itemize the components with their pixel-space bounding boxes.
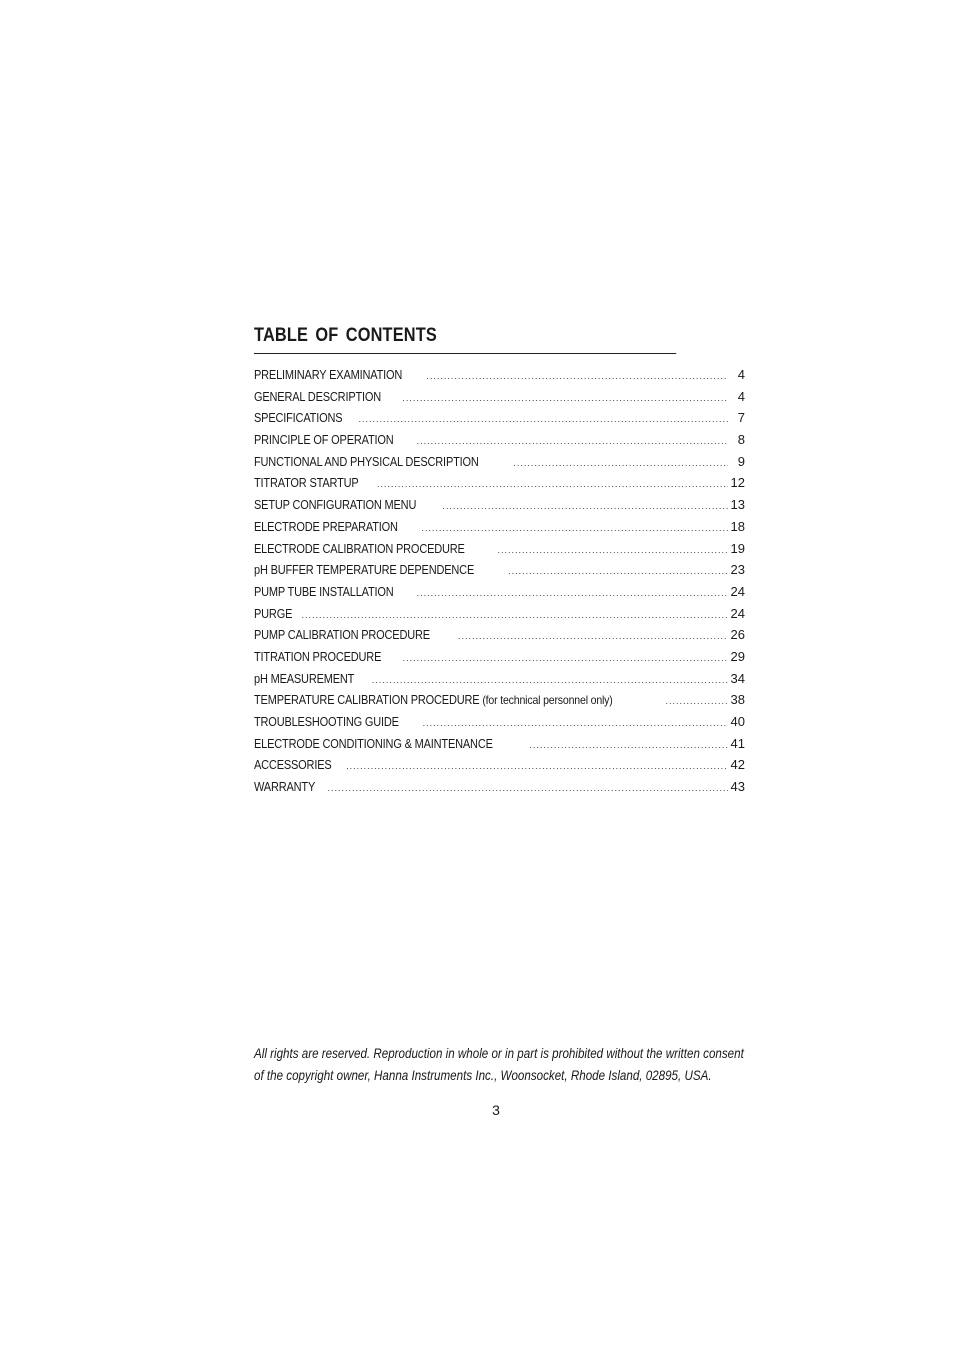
toc-dot-leader bbox=[666, 691, 728, 711]
toc-dot-leader bbox=[442, 496, 727, 516]
toc-dot-leader bbox=[403, 648, 728, 668]
toc-entry bbox=[254, 689, 745, 711]
toc-entry-title: PURGE bbox=[254, 606, 293, 621]
toc-dot-leader bbox=[497, 540, 727, 560]
toc-entry-page: 26 bbox=[730, 627, 745, 643]
toc-entry-title: SPECIFICATIONS bbox=[254, 411, 343, 426]
toc-entry bbox=[254, 429, 745, 451]
toc-list bbox=[254, 364, 745, 798]
toc-entry-label bbox=[254, 777, 315, 798]
toc-entry bbox=[254, 776, 745, 798]
toc-entry bbox=[254, 754, 745, 776]
page-number: 3 bbox=[492, 1102, 500, 1118]
toc-entry bbox=[254, 538, 745, 560]
toc-entry-page: 40 bbox=[730, 714, 745, 729]
toc-entry-label bbox=[254, 430, 394, 451]
toc-entry-title: PUMP CALIBRATION PROCEDURE bbox=[254, 628, 430, 643]
toc-entry-page: 43 bbox=[730, 779, 745, 795]
toc-dot-leader bbox=[513, 453, 728, 473]
toc-entry-title: TEMPERATURE CALIBRATION PROCEDURE bbox=[254, 693, 480, 708]
toc-dot-leader bbox=[417, 431, 728, 451]
toc-entry bbox=[254, 624, 745, 646]
toc-entry-page: 24 bbox=[730, 605, 745, 621]
copyright-line-2: of the copyright owner, Hanna Instruments Inc., Woonsocket, Rhode Island, 02895, USA. bbox=[254, 1068, 712, 1083]
toc-entry bbox=[254, 516, 745, 538]
toc-entry-page: 29 bbox=[730, 648, 745, 664]
toc-entry-label bbox=[254, 604, 292, 625]
toc-entry-note: (for technical personnel only) bbox=[482, 693, 613, 708]
toc-entry-title: WARRANTY bbox=[254, 780, 316, 795]
toc-entry-title: ELECTRODE CALIBRATION PROCEDURE bbox=[254, 541, 465, 556]
toc-entry bbox=[254, 386, 745, 408]
toc-entry-page: 4 bbox=[737, 367, 745, 382]
toc-entry bbox=[254, 559, 745, 581]
toc-entry-title: pH MEASUREMENT bbox=[254, 671, 355, 686]
toc-entry-label bbox=[254, 539, 465, 560]
toc-dot-leader bbox=[417, 583, 728, 603]
toc-entry-label bbox=[254, 625, 430, 646]
toc-dot-leader bbox=[377, 474, 728, 494]
copyright-notice bbox=[254, 1043, 744, 1087]
toc-entry bbox=[254, 451, 745, 473]
table-of-contents bbox=[254, 323, 745, 798]
toc-entry bbox=[254, 472, 745, 494]
toc-entry-page: 38 bbox=[730, 692, 745, 708]
toc-entry bbox=[254, 494, 745, 516]
toc-entry-label bbox=[254, 495, 416, 516]
toc-entry-label bbox=[254, 690, 613, 711]
toc-entry-title: PRELIMINARY EXAMINATION bbox=[254, 368, 403, 382]
toc-entry-label bbox=[254, 755, 332, 776]
toc-dot-leader bbox=[402, 388, 728, 408]
toc-dot-leader bbox=[508, 561, 727, 581]
toc-entry-title: PRINCIPLE OF OPERATION bbox=[254, 433, 394, 448]
toc-entry-page: 19 bbox=[730, 540, 745, 556]
toc-entry-title: ELECTRODE CONDITIONING & MAINTENANCE bbox=[254, 736, 493, 751]
toc-entry-label bbox=[254, 647, 381, 668]
toc-entry-title: ELECTRODE PREPARATION bbox=[254, 519, 398, 534]
toc-entry-page: 24 bbox=[730, 583, 745, 599]
toc-entry-label bbox=[254, 560, 474, 581]
toc-entry-label bbox=[254, 365, 402, 386]
toc-entry-title: GENERAL DESCRIPTION bbox=[254, 389, 382, 404]
toc-entry-title: TITRATION PROCEDURE bbox=[254, 649, 382, 664]
toc-entry-label bbox=[254, 669, 354, 690]
toc-dot-leader bbox=[458, 626, 728, 646]
toc-entry-title: TITRATOR STARTUP bbox=[254, 476, 359, 491]
toc-entry bbox=[254, 668, 745, 690]
toc-dot-leader bbox=[426, 366, 728, 386]
toc-dot-leader bbox=[423, 713, 728, 733]
toc-entry bbox=[254, 603, 745, 625]
toc-title: TABLE OF CONTENTS bbox=[254, 323, 676, 354]
toc-entry-page: 13 bbox=[730, 497, 745, 513]
toc-entry-page: 8 bbox=[737, 432, 745, 448]
toc-dot-leader bbox=[327, 778, 727, 798]
toc-entry-title: pH BUFFER TEMPERATURE DEPENDENCE bbox=[254, 563, 475, 578]
toc-dot-leader bbox=[372, 670, 728, 690]
toc-entry bbox=[254, 646, 745, 668]
toc-entry bbox=[254, 407, 745, 429]
toc-entry-label bbox=[254, 473, 359, 494]
toc-entry-page: 34 bbox=[730, 670, 745, 686]
toc-entry-label bbox=[254, 408, 342, 429]
copyright-line-1: All rights are reserved. Reproduction in whole or in part is prohibited without the written consent bbox=[254, 1046, 744, 1061]
toc-entry-label bbox=[254, 582, 394, 603]
toc-dot-leader bbox=[358, 409, 728, 429]
toc-entry-title: ACCESSORIES bbox=[254, 758, 332, 773]
toc-entry bbox=[254, 711, 745, 733]
toc-entry-page: 9 bbox=[737, 453, 745, 469]
toc-entry-page: 12 bbox=[730, 475, 745, 491]
toc-entry-page: 4 bbox=[737, 388, 745, 404]
toc-entry bbox=[254, 733, 745, 755]
toc-entry-title: FUNCTIONAL AND PHYSICAL DESCRIPTION bbox=[254, 454, 479, 469]
toc-entry-page: 23 bbox=[730, 562, 745, 578]
toc-entry-label bbox=[254, 452, 479, 473]
toc-entry-label bbox=[254, 387, 381, 408]
toc-entry-title: PUMP TUBE INSTALLATION bbox=[254, 584, 394, 599]
toc-entry-page: 41 bbox=[730, 735, 745, 751]
toc-entry-title: TROUBLESHOOTING GUIDE bbox=[254, 715, 399, 729]
toc-entry-label bbox=[254, 712, 399, 733]
toc-entry-page: 7 bbox=[737, 410, 745, 426]
toc-entry-title: SETUP CONFIGURATION MENU bbox=[254, 498, 417, 513]
toc-entry-page: 18 bbox=[730, 518, 745, 534]
toc-dot-leader bbox=[421, 518, 727, 538]
toc-dot-leader bbox=[529, 735, 727, 755]
toc-dot-leader bbox=[301, 605, 727, 625]
toc-entry bbox=[254, 364, 745, 386]
toc-dot-leader bbox=[346, 756, 727, 776]
toc-entry-page: 42 bbox=[730, 757, 745, 773]
toc-entry-label bbox=[254, 734, 493, 755]
toc-entry-label bbox=[254, 517, 398, 538]
toc-entry bbox=[254, 581, 745, 603]
